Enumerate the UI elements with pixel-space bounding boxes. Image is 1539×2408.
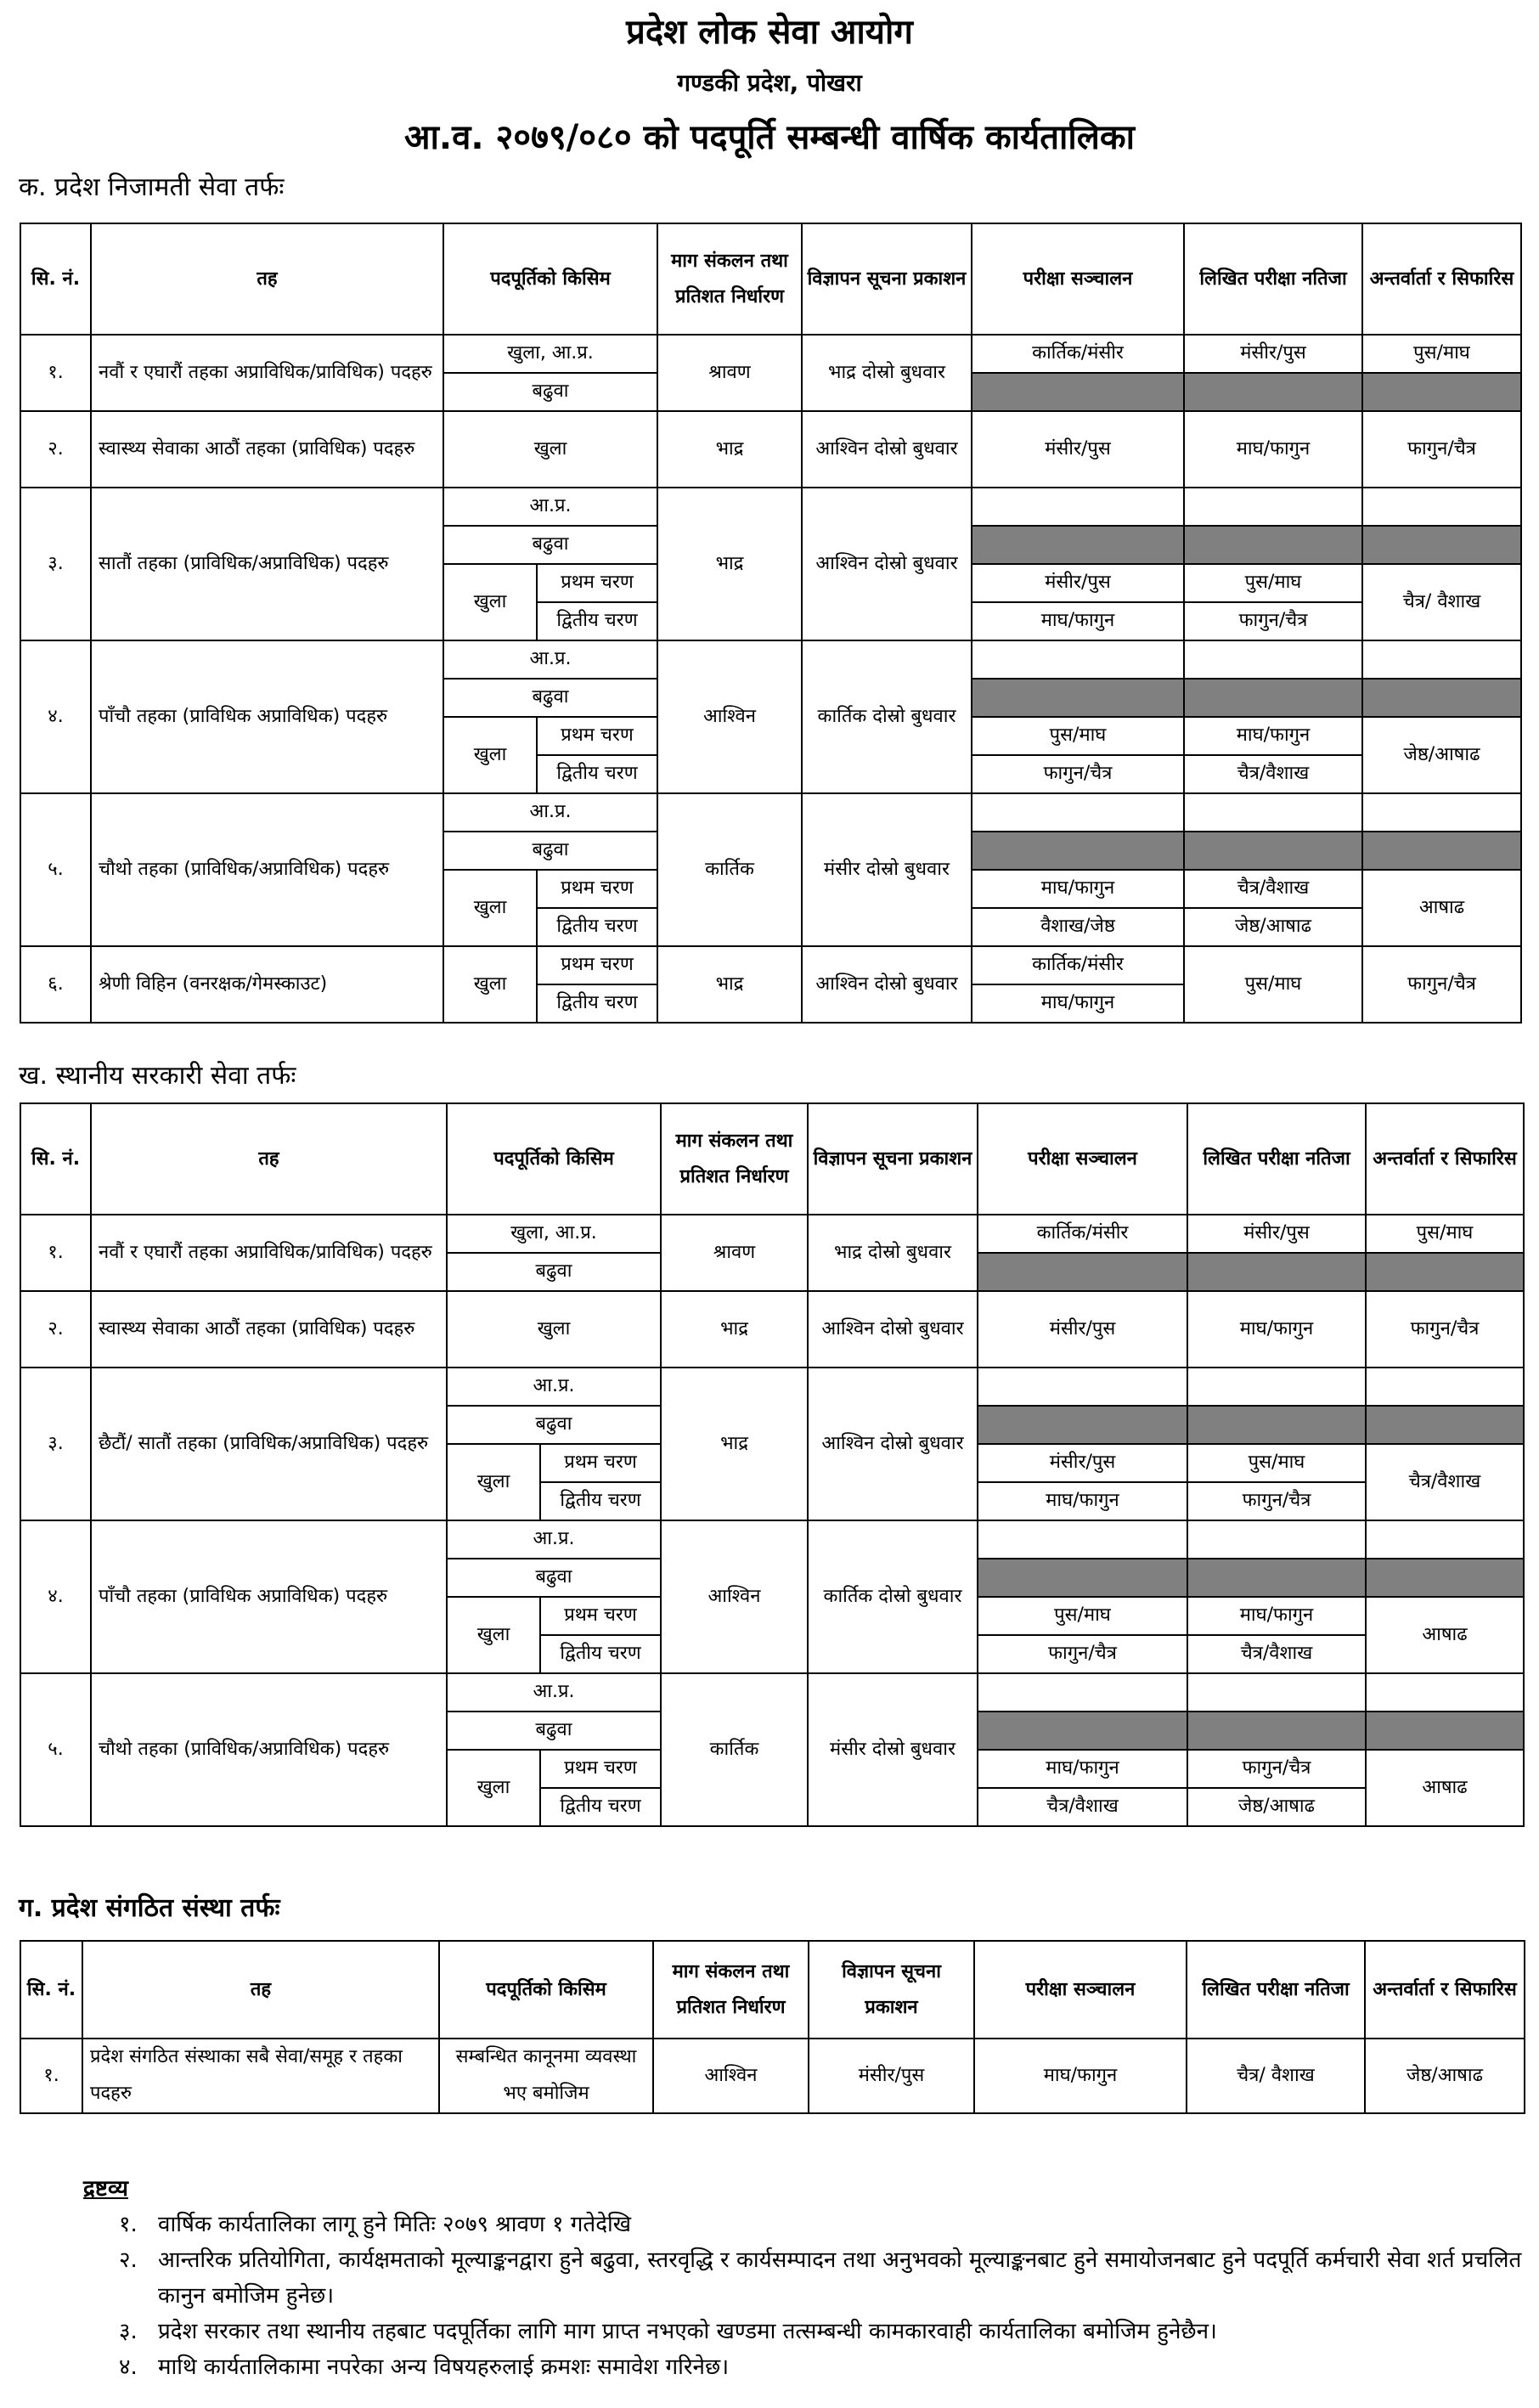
shaded-cell [1362,832,1521,870]
row-level: प्रदेश संगठित संस्थाका सबै सेवा/समूह र तहका पदहरु [82,2039,439,2113]
table-row [20,793,1521,832]
row-advert: आश्विन दोस्रो बुधवार [802,946,972,1023]
row-advert: आश्विन दोस्रो बुधवार [808,1368,978,1520]
row-exam: मंसीर/पुस [972,564,1184,602]
row-result: चैत्र/वैशाख [1187,1635,1366,1673]
col-result: लिखित परीक्षा नतिजा [1187,1941,1365,2039]
row-exam: कार्तिक/मंसीर [978,1215,1187,1253]
col-result: लिखित परीक्षा नतिजा [1184,223,1362,335]
row-sn: ४. [20,640,91,793]
section-heading-c: ग. प्रदेश संगठित संस्था तर्फः [19,1893,280,1923]
row-sn: २. [20,411,91,488]
row-stage1: प्रथम चरण [537,870,657,908]
row-exam: पुस/माघ [972,717,1184,755]
shaded-cell [972,526,1184,564]
section-heading-a: क. प्रदेश निजामती सेवा तर्फः [19,172,285,202]
row-exam: माघ/फागुन [978,1482,1187,1520]
row-demand: आश्विन [661,1520,808,1673]
empty-cell [1184,640,1362,679]
row-advert: आश्विन दोस्रो बुधवार [808,1291,978,1368]
shaded-cell [1184,679,1362,717]
table-header-row [20,1941,1525,2039]
empty-cell [1187,1368,1366,1406]
row-result: मंसीर/पुस [1184,335,1362,373]
empty-cell [1362,488,1521,526]
row-level: श्रेणी विहिन (वनरक्षक/गेमस्काउट) [91,946,443,1023]
empty-cell [1187,1673,1366,1712]
col-sn: सि. नं. [20,223,91,335]
empty-cell [1366,1368,1524,1406]
note-text: माथि कार्यतालिकामा नपरेका अन्य विषयहरुलाई क्रमशः समावेश गरिनेछ। [158,2354,730,2380]
shaded-cell [1362,679,1521,717]
note-text: आन्तरिक प्रतियोगिता, कार्यक्षमताको मूल्याङ्कनद्वारा हुने बढुवा, स्तरवृद्धि र कार्यसम्पादन तथा अनुभवको मूल्याङ्कनबाट हुने समायोजनबाट हुने पदपूर्ति कर्मचारी सेवा शर्त प्रचलित कानुन बमोजिम हुनेछ। [158,2247,1522,2309]
row-demand: कार्तिक [661,1673,808,1826]
row-result: जेष्ठ/आषाढ [1184,908,1362,946]
empty-cell [972,640,1184,679]
row-stage2: द्वितीय चरण [537,755,657,793]
row-exam: मंसीर/पुस [972,411,1184,488]
row-exam: वैशाख/जेष्ठ [972,908,1184,946]
row-advert: भाद्र दोस्रो बुधवार [802,335,972,411]
row-type: खुला, आ.प्र. [447,1215,661,1253]
row-exam: फागुन/चैत्र [978,1635,1187,1673]
row-demand: भाद्र [657,946,802,1023]
row-stage1: प्रथम चरण [537,946,657,984]
row-type-promo: बढुवा [443,832,657,870]
note-item [83,2314,1539,2349]
row-sn: १. [20,335,91,411]
col-advert: विज्ञापन सूचना प्रकाशन [808,1103,978,1215]
shaded-cell [1187,1406,1366,1444]
row-stage2: द्वितीय चरण [540,1788,661,1826]
empty-cell [978,1520,1187,1559]
col-interview: अन्तर्वार्ता र सिफारिस [1366,1103,1524,1215]
row-result: माघ/फागुन [1184,717,1362,755]
row-advert: कार्तिक दोस्रो बुधवार [802,640,972,793]
section-heading-b: ख. स्थानीय सरकारी सेवा तर्फः [19,1061,296,1091]
col-sn: सि. नं. [20,1941,82,2039]
note-text: प्रदेश सरकार तथा स्थानीय तहबाट पदपूर्तिका लागि माग प्राप्त नभएको खण्डमा तत्सम्बन्धी कामकारवाही कार्यतालिका बमोजिम हुनेछैन। [158,2319,1217,2344]
row-stage2: द्वितीय चरण [537,984,657,1023]
row-sn: ५. [20,793,91,946]
row-type-promo: बढुवा [443,373,657,411]
row-level: नवौं र एघारौं तहका अप्राविधिक/प्राविधिक) पदहरु [91,1215,447,1291]
row-level: छैटौं/ सातौं तहका (प्राविधिक/अप्राविधिक) पदहरु [91,1368,447,1520]
table-row [20,488,1521,526]
empty-cell [1366,1520,1524,1559]
shaded-cell [1187,1253,1366,1291]
table-row [20,1215,1524,1253]
shaded-cell [1366,1559,1524,1597]
row-sn: २. [20,1291,91,1368]
col-interview: अन्तर्वार्ता र सिफारिस [1365,1941,1525,2039]
row-demand: श्रावण [661,1215,808,1291]
note-number: ३. [119,2319,138,2344]
row-type-promo: बढुवा [447,1253,661,1291]
row-result: फागुन/चैत्र [1187,1482,1366,1520]
row-stage1: प्रथम चरण [540,1444,661,1482]
shaded-cell [972,373,1184,411]
row-type-open: खुला [447,1597,540,1673]
empty-cell [978,1673,1187,1712]
row-interview: फागुन/चैत्र [1366,1291,1524,1368]
shaded-cell [1184,373,1362,411]
row-interview: पुस/माघ [1366,1215,1524,1253]
row-exam: माघ/फागुन [972,984,1184,1023]
row-stage2: द्वितीय चरण [540,1482,661,1520]
row-interview: पुस/माघ [1362,335,1521,373]
row-interview: चैत्र/वैशाख [1366,1444,1524,1520]
row-type: खुला [443,411,657,488]
schedule-table-a [20,223,1522,1024]
empty-cell [1187,1520,1366,1559]
empty-cell [1184,793,1362,832]
col-type: पदपूर्तिको किसिम [439,1941,653,2039]
shaded-cell [1366,1712,1524,1750]
row-exam: पुस/माघ [978,1597,1187,1635]
col-advert: विज्ञापन सूचना प्रकाशन [802,223,972,335]
row-sn: ३. [20,1368,91,1520]
row-exam: माघ/फागुन [972,870,1184,908]
row-advert: आश्विन दोस्रो बुधवार [802,488,972,640]
shaded-cell [972,832,1184,870]
row-sn: १. [20,1215,91,1291]
table-row [20,1368,1524,1406]
row-result: माघ/फागुन [1184,411,1362,488]
shaded-cell [978,1712,1187,1750]
row-type-ap: आ.प्र. [443,793,657,832]
row-interview: जेष्ठ/आषाढ [1362,717,1521,793]
row-result: फागुन/चैत्र [1187,1750,1366,1788]
row-stage1: प्रथम चरण [540,1750,661,1788]
col-exam: परीक्षा सञ्चालन [974,1941,1187,2039]
shaded-cell [978,1253,1187,1291]
col-advert: विज्ञापन सूचना प्रकाशन [809,1941,974,2039]
row-result: चैत्र/ वैशाख [1187,2039,1365,2113]
row-type-open: खुला [443,870,537,946]
row-advert: आश्विन दोस्रो बुधवार [802,411,972,488]
row-advert: मंसीर दोस्रो बुधवार [808,1673,978,1826]
row-exam: फागुन/चैत्र [972,755,1184,793]
row-type-open: खुला [443,717,537,793]
note-number: १. [119,2212,138,2237]
shaded-cell [1362,526,1521,564]
row-advert: मंसीर दोस्रो बुधवार [802,793,972,946]
col-result: लिखित परीक्षा नतिजा [1187,1103,1366,1215]
table-row [20,1520,1524,1559]
row-interview: आषाढ [1366,1597,1524,1673]
shaded-cell [978,1406,1187,1444]
schedule-table-c [20,1940,1525,2114]
row-stage2: द्वितीय चरण [537,908,657,946]
col-sn: सि. नं. [20,1103,91,1215]
row-level: स्वास्थ्य सेवाका आठौं तहका (प्राविधिक) पदहरु [91,1291,447,1368]
row-type-promo: बढुवा [443,526,657,564]
row-type-ap: आ.प्र. [447,1368,661,1406]
row-exam: कार्तिक/मंसीर [972,335,1184,373]
row-result: चैत्र/वैशाख [1184,870,1362,908]
row-type: खुला, आ.प्र. [443,335,657,373]
row-type-promo: बढुवा [447,1712,661,1750]
table-row [20,640,1521,679]
note-item [83,2242,1539,2314]
table-row [20,411,1521,488]
row-type-open: खुला [443,946,537,1023]
row-exam: चैत्र/वैशाख [978,1788,1187,1826]
row-level: सातौं तहका (प्राविधिक/अप्राविधिक) पदहरु [91,488,443,640]
row-interview: आषाढ [1366,1750,1524,1826]
row-level: चौथो तहका (प्राविधिक/अप्राविधिक) पदहरु [91,1673,447,1826]
row-sn: ३. [20,488,91,640]
row-exam: कार्तिक/मंसीर [972,946,1184,984]
row-advert: मंसीर/पुस [809,2039,974,2113]
row-stage2: द्वितीय चरण [537,602,657,640]
row-type: खुला [447,1291,661,1368]
row-demand: कार्तिक [657,793,802,946]
table-row [20,335,1521,373]
row-type-ap: आ.प्र. [443,640,657,679]
row-result: जेष्ठ/आषाढ [1187,1788,1366,1826]
empty-cell [972,793,1184,832]
empty-cell [1184,488,1362,526]
shaded-cell [1184,832,1362,870]
shaded-cell [1362,373,1521,411]
row-advert: कार्तिक दोस्रो बुधवार [808,1520,978,1673]
col-exam: परीक्षा सञ्चालन [978,1103,1187,1215]
row-demand: भाद्र [661,1368,808,1520]
row-exam: मंसीर/पुस [978,1444,1187,1482]
note-item [83,2349,1539,2385]
col-level: तह [91,1103,447,1215]
table-header-row [20,223,1521,335]
col-interview: अन्तर्वार्ता र सिफारिस [1362,223,1521,335]
row-sn: ४. [20,1520,91,1673]
table-row [20,1673,1524,1712]
row-result: माघ/फागुन [1187,1597,1366,1635]
empty-cell [972,488,1184,526]
row-type-open: खुला [447,1444,540,1520]
row-stage1: प्रथम चरण [537,564,657,602]
row-type-ap: आ.प्र. [443,488,657,526]
shaded-cell [972,679,1184,717]
row-interview: जेष्ठ/आषाढ [1365,2039,1525,2113]
row-type-promo: बढुवा [447,1559,661,1597]
row-stage1: प्रथम चरण [537,717,657,755]
row-type-promo: बढुवा [447,1406,661,1444]
col-type: पदपूर्तिको किसिम [447,1103,661,1215]
row-exam: मंसीर/पुस [978,1291,1187,1368]
row-demand: आश्विन [653,2039,809,2113]
page-title: प्रदेश लोक सेवा आयोग [626,13,913,52]
table-row [20,1291,1524,1368]
row-result: पुस/माघ [1184,946,1362,1023]
row-type-promo: बढुवा [443,679,657,717]
row-sn: ६. [20,946,91,1023]
row-demand: श्रावण [657,335,802,411]
row-type-open: खुला [443,564,537,640]
row-result: पुस/माघ [1184,564,1362,602]
row-demand: भाद्र [657,488,802,640]
row-level: चौथो तहका (प्राविधिक/अप्राविधिक) पदहरु [91,793,443,946]
empty-cell [978,1368,1187,1406]
row-result: माघ/फागुन [1187,1291,1366,1368]
shaded-cell [978,1559,1187,1597]
shaded-cell [1366,1253,1524,1291]
col-level: तह [91,223,443,335]
notes-section [83,2171,1539,2385]
row-interview: फागुन/चैत्र [1362,946,1521,1023]
notes-title: द्रष्टव्य [83,2176,128,2202]
row-exam: माघ/फागुन [972,602,1184,640]
row-level: नवौं र एघारौं तहका अप्राविधिक/प्राविधिक) पदहरु [91,335,443,411]
row-result: मंसीर/पुस [1187,1215,1366,1253]
note-text: वार्षिक कार्यतालिका लागू हुने मितिः २०७९ श्रावण १ गतेदेखि [158,2212,632,2237]
row-demand: भाद्र [661,1291,808,1368]
col-demand: माग संकलन तथा प्रतिशत निर्धारण [657,223,802,335]
schedule-heading: आ.व. २०७९/०८० को पदपूर्ति सम्बन्धी वार्षिक कार्यतालिका [404,118,1135,157]
table-row [20,946,1521,984]
row-type-open: खुला [447,1750,540,1826]
empty-cell [1366,1673,1524,1712]
row-level: पाँचौ तहका (प्राविधिक अप्राविधिक) पदहरु [91,640,443,793]
row-stage1: प्रथम चरण [540,1597,661,1635]
row-result: चैत्र/वैशाख [1184,755,1362,793]
table-header-row [20,1103,1524,1215]
shaded-cell [1366,1406,1524,1444]
row-sn: ५. [20,1673,91,1826]
row-type: सम्बन्धित कानूनमा व्यवस्था भए बमोजिम [439,2039,653,2113]
shaded-cell [1187,1559,1366,1597]
col-demand: माग संकलन तथा प्रतिशत निर्धारण [653,1941,809,2039]
row-result: पुस/माघ [1187,1444,1366,1482]
row-sn: १. [20,2039,82,2113]
empty-cell [1362,640,1521,679]
note-item [83,2207,1539,2242]
row-level: पाँचौ तहका (प्राविधिक अप्राविधिक) पदहरु [91,1520,447,1673]
col-demand: माग संकलन तथा प्रतिशत निर्धारण [661,1103,808,1215]
row-exam: माघ/फागुन [974,2039,1187,2113]
schedule-table-b [20,1102,1525,1827]
row-interview: आषाढ [1362,870,1521,946]
page-subtitle: गण्डकी प्रदेश, पोखरा [677,69,862,97]
row-demand: भाद्र [657,411,802,488]
table-row [20,2039,1525,2113]
row-stage2: द्वितीय चरण [540,1635,661,1673]
note-number: २. [119,2247,138,2273]
shaded-cell [1187,1712,1366,1750]
row-result: फागुन/चैत्र [1184,602,1362,640]
row-type-ap: आ.प्र. [447,1520,661,1559]
row-interview: चैत्र/ वैशाख [1362,564,1521,640]
row-interview: फागुन/चैत्र [1362,411,1521,488]
shaded-cell [1184,526,1362,564]
row-advert: भाद्र दोस्रो बुधवार [808,1215,978,1291]
row-demand: आश्विन [657,640,802,793]
col-exam: परीक्षा सञ्चालन [972,223,1184,335]
col-type: पदपूर्तिको किसिम [443,223,657,335]
row-type-ap: आ.प्र. [447,1673,661,1712]
row-exam: माघ/फागुन [978,1750,1187,1788]
col-level: तह [82,1941,439,2039]
row-level: स्वास्थ्य सेवाका आठौं तहका (प्राविधिक) पदहरु [91,411,443,488]
empty-cell [1362,793,1521,832]
note-number: ४. [119,2354,138,2380]
